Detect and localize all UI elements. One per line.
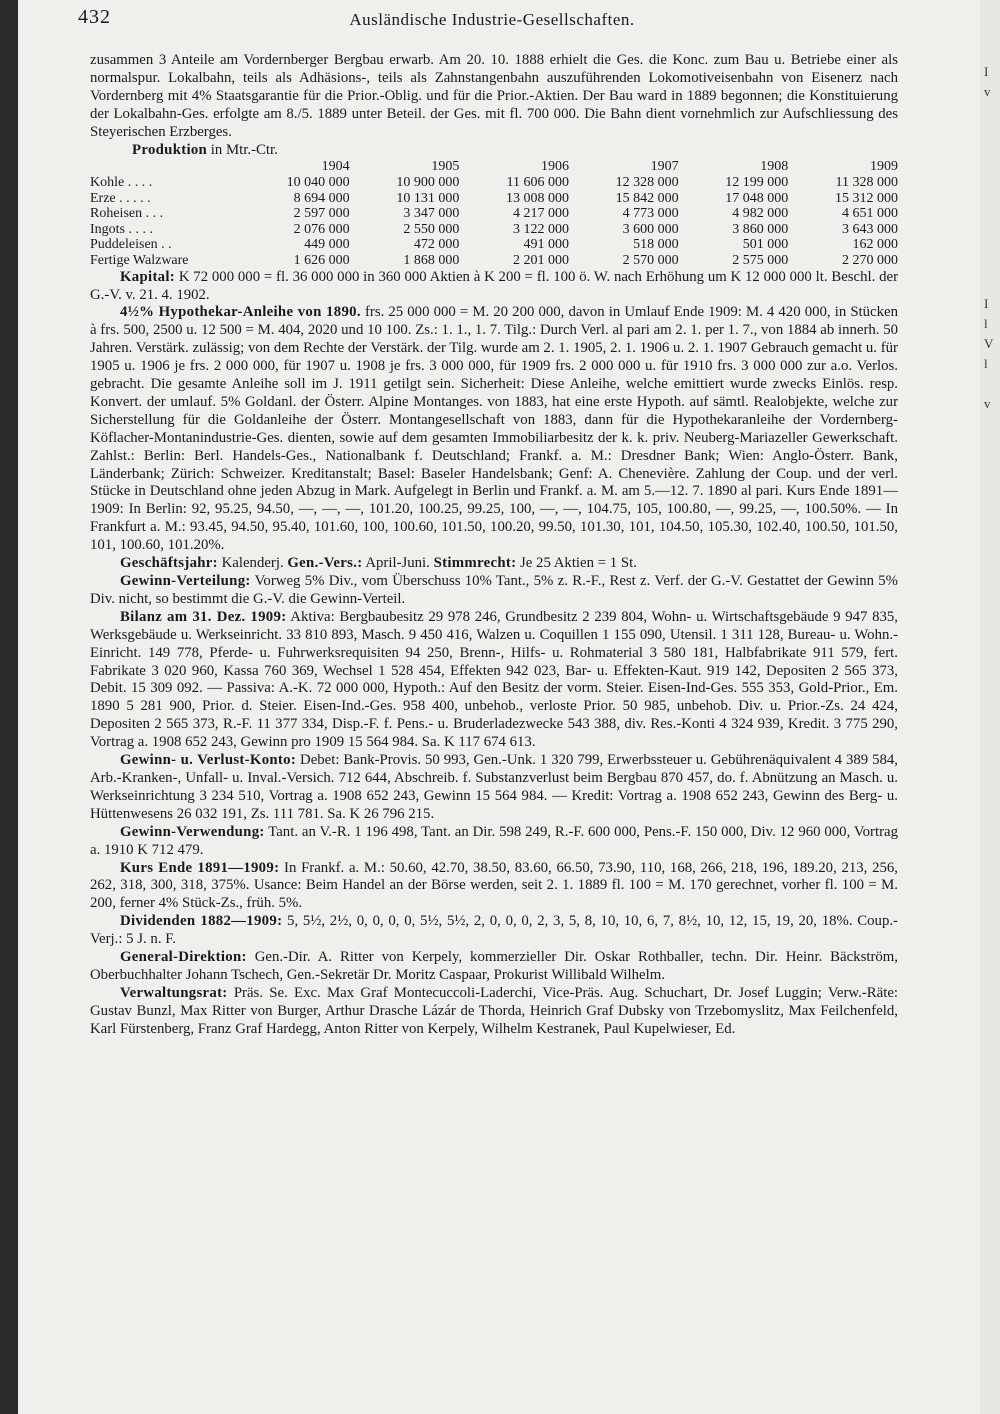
year-header: 1905 <box>431 159 460 175</box>
production-table <box>90 159 898 268</box>
year-header: 1909 <box>870 159 898 175</box>
production-body <box>90 175 898 269</box>
section-heading: Verwaltungsrat: <box>120 984 228 1001</box>
section-bilanz <box>90 609 898 752</box>
section-gewinn-verlust <box>90 752 898 824</box>
production-row-label: Fertige Walzware <box>90 253 189 268</box>
production-cell: 13 008 000 <box>505 190 569 206</box>
production-cell: 2 575 000 <box>732 253 789 268</box>
production-cell: 17 048 000 <box>725 190 789 206</box>
year-header: 1907 <box>650 159 679 175</box>
section-text: Kalenderj. <box>221 555 284 572</box>
section-heading: Gewinn-Verteilung: <box>120 573 251 589</box>
section-heading: Geschäftsjahr: <box>120 555 218 572</box>
production-year-row <box>90 159 898 175</box>
page-number: 432 <box>78 6 111 28</box>
production-row <box>90 237 898 253</box>
production-cell: 449 000 <box>304 237 350 253</box>
production-cell: 11 606 000 <box>506 175 569 191</box>
production-cell: 4 982 000 <box>732 206 789 222</box>
production-cell: 2 076 000 <box>293 221 350 237</box>
section-heading: Stimmrecht: <box>433 555 517 572</box>
section-text: Präs. Se. Exc. Max Graf Montecuccoli-Laderchi, Vice-Präs. Aug. Schuchart, Dr. Josef Luggin; Verw.-Räte: Gustav Bunzl, Max Ritter von Burger, Arthur Drasche Lázár de Thorda, Heinrich Graf Dubsky von Trzebomyslitz, Max Feilchenfeld, Karl Fürstenberg, Franz Graf Hardegg, Anton Ritter von Kerpely, Wilhelm Kestranek, Paul Kupelwieser, Ed. <box>90 984 898 1037</box>
production-cell: 2 550 000 <box>403 221 460 237</box>
section-text: Je 25 Aktien = 1 St. <box>520 555 637 572</box>
margin-glyph: I <box>984 64 989 79</box>
section-text: Tant. an V.-R. 1 196 498, Tant. an Dir. 598 249, R.-F. 600 000, Pens.-F. 150 000, Div. 12 960 000, Vortrag a. 1910 K 712 479. <box>90 823 898 858</box>
production-cell: 10 131 000 <box>396 190 460 206</box>
section-heading: Gewinn- u. Verlust-Konto: <box>120 752 297 769</box>
production-cell: 3 347 000 <box>403 206 460 222</box>
section-geschaeftsjahr <box>90 555 898 573</box>
production-row <box>90 175 898 191</box>
section-heading: Kurs Ende 1891—1909: <box>120 859 280 876</box>
production-cell: 2 270 000 <box>842 253 898 268</box>
production-unit: in Mtr.-Ctr. <box>210 141 278 158</box>
production-cell: 11 328 000 <box>835 175 898 191</box>
page-binding-edge <box>0 0 18 1414</box>
production-cell: 15 842 000 <box>615 190 679 206</box>
section-text: 5, 5½, 2½, 0, 0, 0, 0, 5½, 5½, 2, 0, 0, 0, 2, 3, 5, 8, 10, 10, 6, 7, 8½, 10, 12, 15, 19, 20, 18%. Coup.-Verj.: 5 J. n. F. <box>90 913 898 948</box>
production-row <box>90 253 898 269</box>
section-heading: General-Direktion: <box>120 949 247 966</box>
production-cell: 8 694 000 <box>293 190 350 206</box>
production-cell: 4 773 000 <box>622 206 679 222</box>
section-heading: Dividenden 1882—1909: <box>120 913 283 930</box>
year-header: 1904 <box>321 159 350 175</box>
year-header: 1906 <box>540 159 569 175</box>
section-gewinn-verteilung <box>90 573 898 609</box>
production-row <box>90 206 898 222</box>
production-cell: 162 000 <box>852 237 898 253</box>
production-cell: 472 000 <box>413 237 460 253</box>
production-cell: 3 122 000 <box>512 221 569 237</box>
production-cell: 2 201 000 <box>512 253 569 268</box>
production-cell: 3 860 000 <box>732 221 789 237</box>
section-text: In Frankf. a. M.: 50.60, 42.70, 38.50, 83.60, 66.50, 73.90, 110, 168, 266, 218, 196, 189.20, 213, 256, 262, 318, 300, 318, 375%. Usance: Beim Handel an der Börse werden, seit 2. 1. 1889 fl. 100 = M. 170 gerechnet, vorher fl. 100 = M. 200, ferner 4% Stück-Zs., früh. 5%. <box>90 859 898 912</box>
section-text: K 72 000 000 = fl. 36 000 000 in 360 000 Aktien à K 200 = fl. 100 ö. W. nach Erhöhung um K 12 000 000 lt. Beschl. der G.-V. v. 21. 4. 1902. <box>90 268 899 303</box>
production-row-label: Puddeleisen . . <box>90 237 172 253</box>
section-heading: Gen.-Vers.: <box>287 555 363 572</box>
margin-glyph: v <box>984 84 991 99</box>
production-cell: 518 000 <box>633 237 679 253</box>
production-cell: 12 199 000 <box>725 175 789 191</box>
margin-glyph: l <box>984 356 988 371</box>
production-cell: 15 312 000 <box>835 190 898 206</box>
article-body <box>90 52 898 1039</box>
production-row-label: Ingots . . . . <box>90 221 153 237</box>
section-text: April-Juni. <box>365 555 430 572</box>
section-kapital <box>90 269 898 305</box>
production-cell: 491 000 <box>523 237 569 253</box>
production-cell: 3 600 000 <box>622 221 679 237</box>
production-cell: 4 217 000 <box>512 206 569 222</box>
production-cell: 2 570 000 <box>622 253 679 268</box>
production-row <box>90 222 898 238</box>
section-general-direktion <box>90 949 898 985</box>
production-title: Produktion <box>132 141 208 158</box>
production-row-label: Kohle . . . . <box>90 175 153 191</box>
adjacent-page-edge <box>980 0 1000 1414</box>
production-row-label: Roheisen . . . <box>90 206 164 222</box>
production-cell: 3 643 000 <box>842 221 898 237</box>
section-dividenden <box>90 913 898 949</box>
section-heading: Kapital: <box>120 268 176 285</box>
production-row-label: Erze . . . . . <box>90 190 151 206</box>
production-cell: 1 868 000 <box>403 253 460 268</box>
margin-glyph: l <box>984 316 988 331</box>
section-text: Aktiva: Bergbaubesitz 29 978 246, Grundbesitz 2 239 804, Wohn- u. Wirtschaftsgebäude 9 947 835, Werksgebäude u. Werkseinricht. 33 810 893, Masch. 9 450 416, Walzen u. Coquillen 1 155 090, Utensil. 1 311 128, Bureau- u. Wohn.-Einricht. 149 778, Pferde- u. Fuhrwerksrequisiten 94 250, Brenn-, Hilfs- u. Rohmaterial 3 580 181, Halbfabrikate 911 579, fert. Fabrikate 3 020 960, Kassa 760 369, Wechsel 1 528 454, Effekten 942 023, Bar- u. Effekten-Kaut. 919 142, Depositen 2 565 373, Debit. 15 309 092. — Passiva: A.-K. 72 000 000, Hypoth.: Auf den Besitz der vorm. Steier. Eisen-Ind-Ges. 555 353, Gold-Prior., Em. 1890 5 281 900, Prior. d. Steier. Eisen-Ind.-Ges. 958 400, unbehob., verloste Prior. 50 985, unbehob. Div. u. Prior.-Zs. 24 424, Depositen 2 565 373, R.-F. 11 377 334, Disp.-F. f. Pens.- u. Bruderladezwecke 543 388, div. Res.-Konti 4 324 939, Kredit. 3 775 290, Vortrag a. 1908 652 243, Gewinn pro 1909 15 564 984. Sa. K 117 674 613. <box>90 608 899 751</box>
page-header <box>78 6 906 34</box>
section-heading: Bilanz am 31. Dez. 1909: <box>120 608 287 625</box>
section-heading: Gewinn-Verwendung: <box>120 823 265 840</box>
intro-paragraph: zusammen 3 Anteile am Vordernberger Bergbau erwarb. Am 20. 10. 1888 erhielt die Ges. die Konc. zum Bau u. Betriebe einer als normalspur. Lokalbahn, teils als Adhäsions-, teils als Zahnstangenbahn auszuführenden Lokomotiveisenbahn von Eisenerz nach Vordernberg mit 4% Staatsgarantie für die Prior.-Oblig. und für die Prior.-Aktien. Der Bau ward in 1889 begonnen; die Konstituierung der Lokalbahn-Ges. erfolgte am 8./5. 1889 unter Beteil. der Ges. mit fl. 700 000. Die Bahn dient vornehmlich zur Aufschliessung des Steyerischen Erzberges. <box>90 52 898 140</box>
section-heading: 4½% Hypothekar-Anleihe von 1890. <box>120 304 361 321</box>
production-heading <box>132 142 898 160</box>
margin-glyph: v <box>984 396 991 411</box>
section-gewinn-verwendung <box>90 824 898 860</box>
production-cell: 2 597 000 <box>293 206 350 222</box>
production-cell: 1 626 000 <box>293 253 350 268</box>
table-corner <box>90 159 240 175</box>
production-row <box>90 191 898 207</box>
production-cell: 12 328 000 <box>615 175 679 191</box>
section-verwaltungsrat <box>90 985 898 1039</box>
section-text: Gen.-Dir. A. Ritter von Kerpely, kommerzieller Dir. Oskar Rothballer, techn. Dir. Heinr. Bäckström, Oberbuchhalter Johann Tschech, Gen.-Sekretär Dr. Moritz Caspaar, Prokurist Willibald Wilhelm. <box>90 949 898 983</box>
section-text: Debet: Bank-Provis. 50 993, Gen.-Unk. 1 320 799, Erwerbssteuer u. Gebührenäquivalent 4 389 584, Arb.-Kranken-, Unfall- u. Inval.-Versich. 712 644, Abschreib. f. Substanzverlust beim Bergbau 870 457, do. f. Abnützung an Masch. u. Werkseinrichtung 3 234 510, Vortrag a. 1908 652 243, Gewinn 15 564 984. — Kredit: Vortrag a. 1908 652 243, Gewinn des Berg- u. Hüttenwesens 26 032 191, Zs. 111 781. Sa. K 26 796 215. <box>90 752 898 822</box>
section-text: Vorweg 5% Div., vom Überschuss 10% Tant., 5% z. R.-F., Rest z. Verf. der G.-V. Gestattet der Gewinn 5% Div. nicht, so bestimmt die G.-V. die Gewinn-Verteil. <box>90 573 899 607</box>
margin-glyph: V <box>984 336 994 351</box>
running-title: Ausländische Industrie-Gesellschaften. <box>349 10 635 29</box>
year-header: 1908 <box>760 159 789 175</box>
section-anleihe <box>90 304 898 555</box>
margin-glyph: I <box>984 296 989 311</box>
production-cell: 10 040 000 <box>286 175 350 191</box>
section-kurs <box>90 860 898 914</box>
production-cell: 4 651 000 <box>842 206 898 222</box>
production-cell: 501 000 <box>742 237 789 253</box>
section-text: frs. 25 000 000 = M. 20 200 000, davon in Umlauf Ende 1909: M. 4 420 000, in Stücken à frs. 500, 2500 u. 12 500 = M. 404, 2020 und 10 100. Zs.: 1. 1., 1. 7. Tilg.: Durch Verl. al pari am 2. 1. per 1. 7., von 1884 ab innerh. 50 Jahren. Verstärk. zulässig; von dem Rechte der Verstärk. der Tilg. wurde am 2. 1. 1905, 2. 1. 1906 u. 2. 1. 1907 Gebrauch gemacht u. für 1905 u. 1906 je frs. 2 000 000, für 1907 u. 1908 je frs. 3 000 000, für 1909 frs. 2 000 000 u. für 1910 frs. 3 000 000 zur a.o. Verlos. gebracht. Die gesamte Anleihe soll im J. 1911 getilgt sein. Sicherheit: Diese Anleihe, welche emittiert wurde zwecks Einlös. resp. Konvert. der umlauf. 5% Goldanl. der Österr. Alpine Montanges. von 1883, hat eine erste Hypoth. auf sämtl. Realobjekte, welche zur Sicherstellung für die Goldanleihe der Österr. Montangesellschaft von 1883, dann für die Hypothekaranleihe der Vordernberg-Köflacher-Montanindustrie-Ges. dienten, sowie auf dem gesamten Immobiliarbesitz der k. k. priv. Neuberg-Mariazeller Gewerkschaft. Zahlst.: Berlin: Berl. Handels-Ges., Nationalbank f. Deutschland; Frankf. a. M.: Dresdner Bank; Wien: Anglo-Österr. Bank, Länderbank; Zürich: Schweizer. Kreditanstalt; Basel: Baseler Handelsbank; Genf: A. Chenevière. Zahlung der Coup. und der verl. Stücke in Deutschland ohne jeden Abzug in Mark. Aufgelegt in Berlin und Frankf. a. M. am 5.—12. 7. 1890 al pari. Kurs Ende 1891—1909: In Berlin: 92, 95.25, 94.50, —, —, —, 101.20, 100.25, 99.25, 100, —, —, 104.75, 105, 100.80, —, 99.25, —, 100.50%. — In Frankfurt a. M.: 93.45, 94.50, 95.40, 101.60, 100, 100.60, 101.50, 100.20, 99.50, 101.30, 101, 104.50, 105.30, 102.40, 100.50, 101.50, 101, 100.60, 101.20%. <box>90 304 898 554</box>
production-cell: 10 900 000 <box>396 175 460 191</box>
